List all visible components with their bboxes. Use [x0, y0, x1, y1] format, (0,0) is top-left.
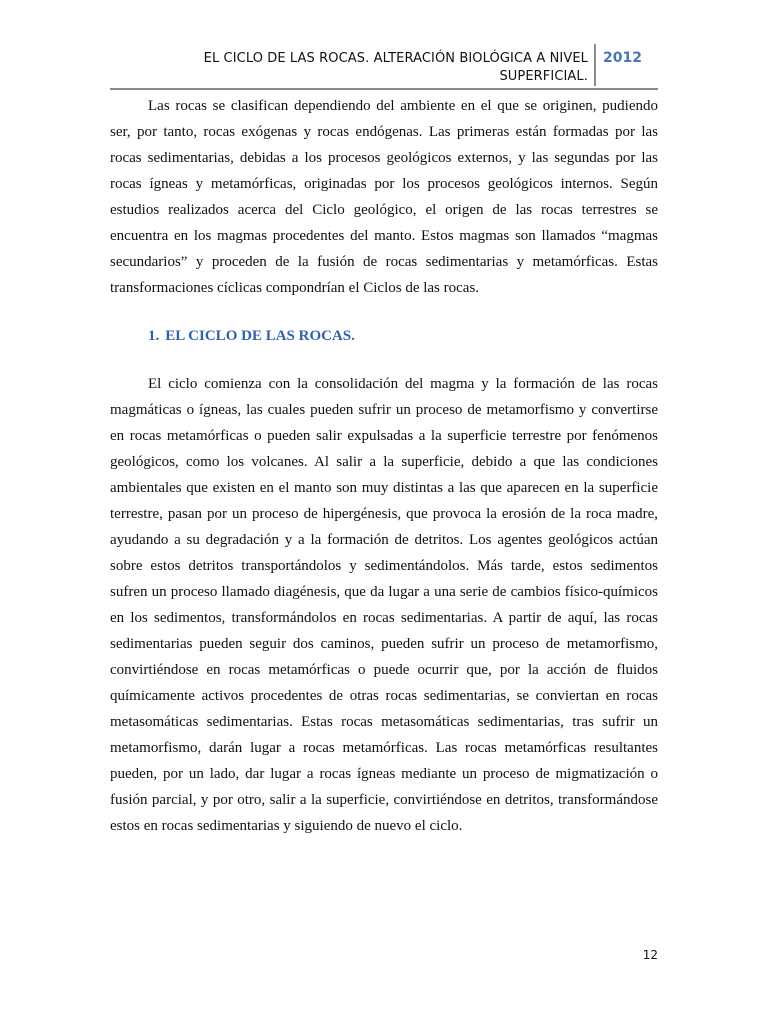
intro-paragraph: Las rocas se clasifican dependiendo del ambiente en el que se originen, pudiendo ser, por tanto, rocas exógenas y rocas endógenas. Las primeras están formadas por las rocas sedimentarias, debidas a los procesos geológicos externos, y las segundas por las rocas ígneas y metamórficas, originadas por los procesos geológicos internos. Según estudios realizados acerca del Ciclo geológico, el origen de las rocas terrestres se encuentra en los magmas procedentes del manto. Estos magmas son llamados “magmas secundarios” y proceden de la fusión de rocas sedimentarias y metamórficas. Estas transformaciones cíclicas compondrían el Ciclos de las rocas. — [110, 98, 658, 296]
header-title-line1: EL CICLO DE LAS ROCAS. ALTERACIÓN BIOLÓGICA A NIVEL — [203, 51, 588, 66]
section-paragraph: El ciclo comienza con la consolidación del magma y la formación de las rocas magmáticas o ígneas, las cuales pueden sufrir un proceso de metamorfismo y convertirse en rocas metamórficas o pueden salir expulsadas a la superficie terrestre por fenómenos geológicos, como los volcanes. Al salir a la superficie, debido a que las condiciones ambientales que existen en el manto son muy distintas a las que aparecen en la superficie terrestre, pasan por un proceso de hipergénesis, que provoca la erosión de la roca madre, ayudando a su degradación y a la formación de detritos. Los agentes geológicos actúan sobre estos detritos transportándolos y sedimentándolos. Más tarde, estos sedimentos sufren un proceso llamado diagénesis, que da lugar a una serie de cambios físico-químicos en los sedimentos, transformándolos en rocas sedimentarias. A partir de aquí, las rocas sedimentarias pueden seguir dos caminos, pueden sufrir un proceso de metamorfismo, convirtiéndose en rocas metamórficas o puede ocurrir que, por la acción de fluidos químicamente activos procedentes de otras rocas sedimentarias, se conviertan en rocas metasomáticas sedimentarias. Estas rocas metasomáticas sedimentarias, tras sufrir un metamorfismo, darán lugar a rocas metamórficas. Las rocas metamórficas resultantes pueden, por un lado, dar lugar a rocas ígneas mediante un proceso de migmatización o fusión parcial, y por otro, salir a la superficie, convirtiéndose en detritos, transformándose estos en rocas sedimentarias y siguiendo de nuevo el ciclo. — [110, 376, 658, 834]
page-content — [110, 93, 658, 839]
page-header — [110, 44, 658, 92]
header-rule — [110, 88, 658, 90]
header-title-line2: SUPERFICIAL. — [499, 69, 588, 84]
header-divider — [594, 44, 596, 86]
section-title: EL CICLO DE LAS ROCAS. — [165, 328, 355, 344]
section-heading — [148, 323, 658, 349]
header-year: 2012 — [603, 50, 642, 66]
section-number: 1. — [148, 328, 160, 344]
header-title — [158, 50, 588, 86]
page-number: 12 — [642, 948, 658, 962]
